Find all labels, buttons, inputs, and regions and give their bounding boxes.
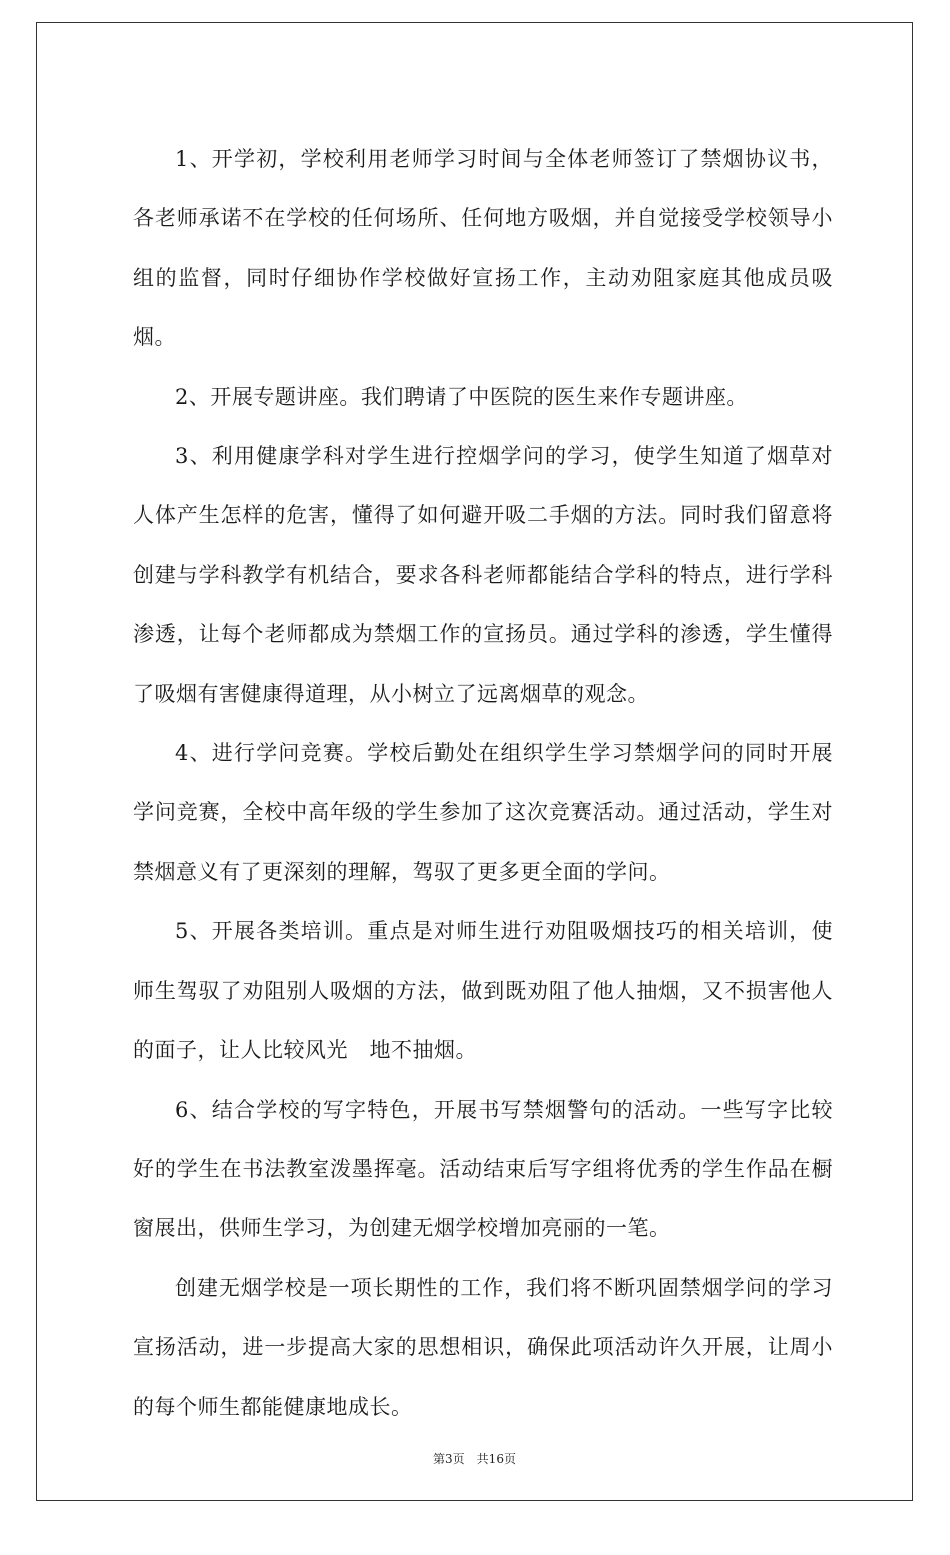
page-frame [36, 22, 913, 1501]
document-body [133, 130, 833, 1437]
page-number-footer: 第3页 共16页 [433, 1452, 516, 1466]
paragraph-2: 2、开展专题讲座。我们聘请了中医院的医生来作专题讲座。 [175, 384, 748, 409]
paragraph-6: 6、结合学校的写字特色，开展书写禁烟警句的活动。一些写字比较好的学生在书法教室泼墨挥毫。活动结束后写字组将优秀的学生作品在橱窗展出，供师生学习，为创建无烟学校增加亮丽的一笔。 [133, 1097, 833, 1241]
paragraph-1: 1、开学初，学校利用老师学习时间与全体老师签订了禁烟协议书，各老师承诺不在学校的任何场所、任何地方吸烟，并自觉接受学校领导小组的监督，同时仔细协作学校做好宣扬工作，主动劝阻家庭其他成员吸烟。 [133, 147, 833, 350]
paragraph-5: 5、开展各类培训。重点是对师生进行劝阻吸烟技巧的相关培训，使师生驾驭了劝阻别人吸烟的方法，做到既劝阻了他人抽烟，又不损害他人的面子，让人比较风光 地不抽烟。 [133, 919, 833, 1063]
paragraph-conclusion: 创建无烟学校是一项长期性的工作，我们将不断巩固禁烟学问的学习宣扬活动，进一步提高大家的思想相识，确保此项活动许久开展，让周小的每个师生都能健康地成长。 [133, 1275, 833, 1419]
paragraph-3: 3、利用健康学科对学生进行控烟学问的学习，使学生知道了烟草对人体产生怎样的危害，懂得了如何避开吸二手烟的方法。同时我们留意将创建与学科教学有机结合，要求各科老师都能结合学科的特点，进行学科渗透，让每个老师都成为禁烟工作的宣扬员。通过学科的渗透，学生懂得了吸烟有害健康得道理，从小树立了远离烟草的观念。 [133, 444, 833, 706]
paragraph-4: 4、进行学问竞赛。学校后勤处在组织学生学习禁烟学问的同时开展学问竞赛，全校中高年级的学生参加了这次竞赛活动。通过活动，学生对禁烟意义有了更深刻的理解，驾驭了更多更全面的学问。 [133, 741, 833, 884]
